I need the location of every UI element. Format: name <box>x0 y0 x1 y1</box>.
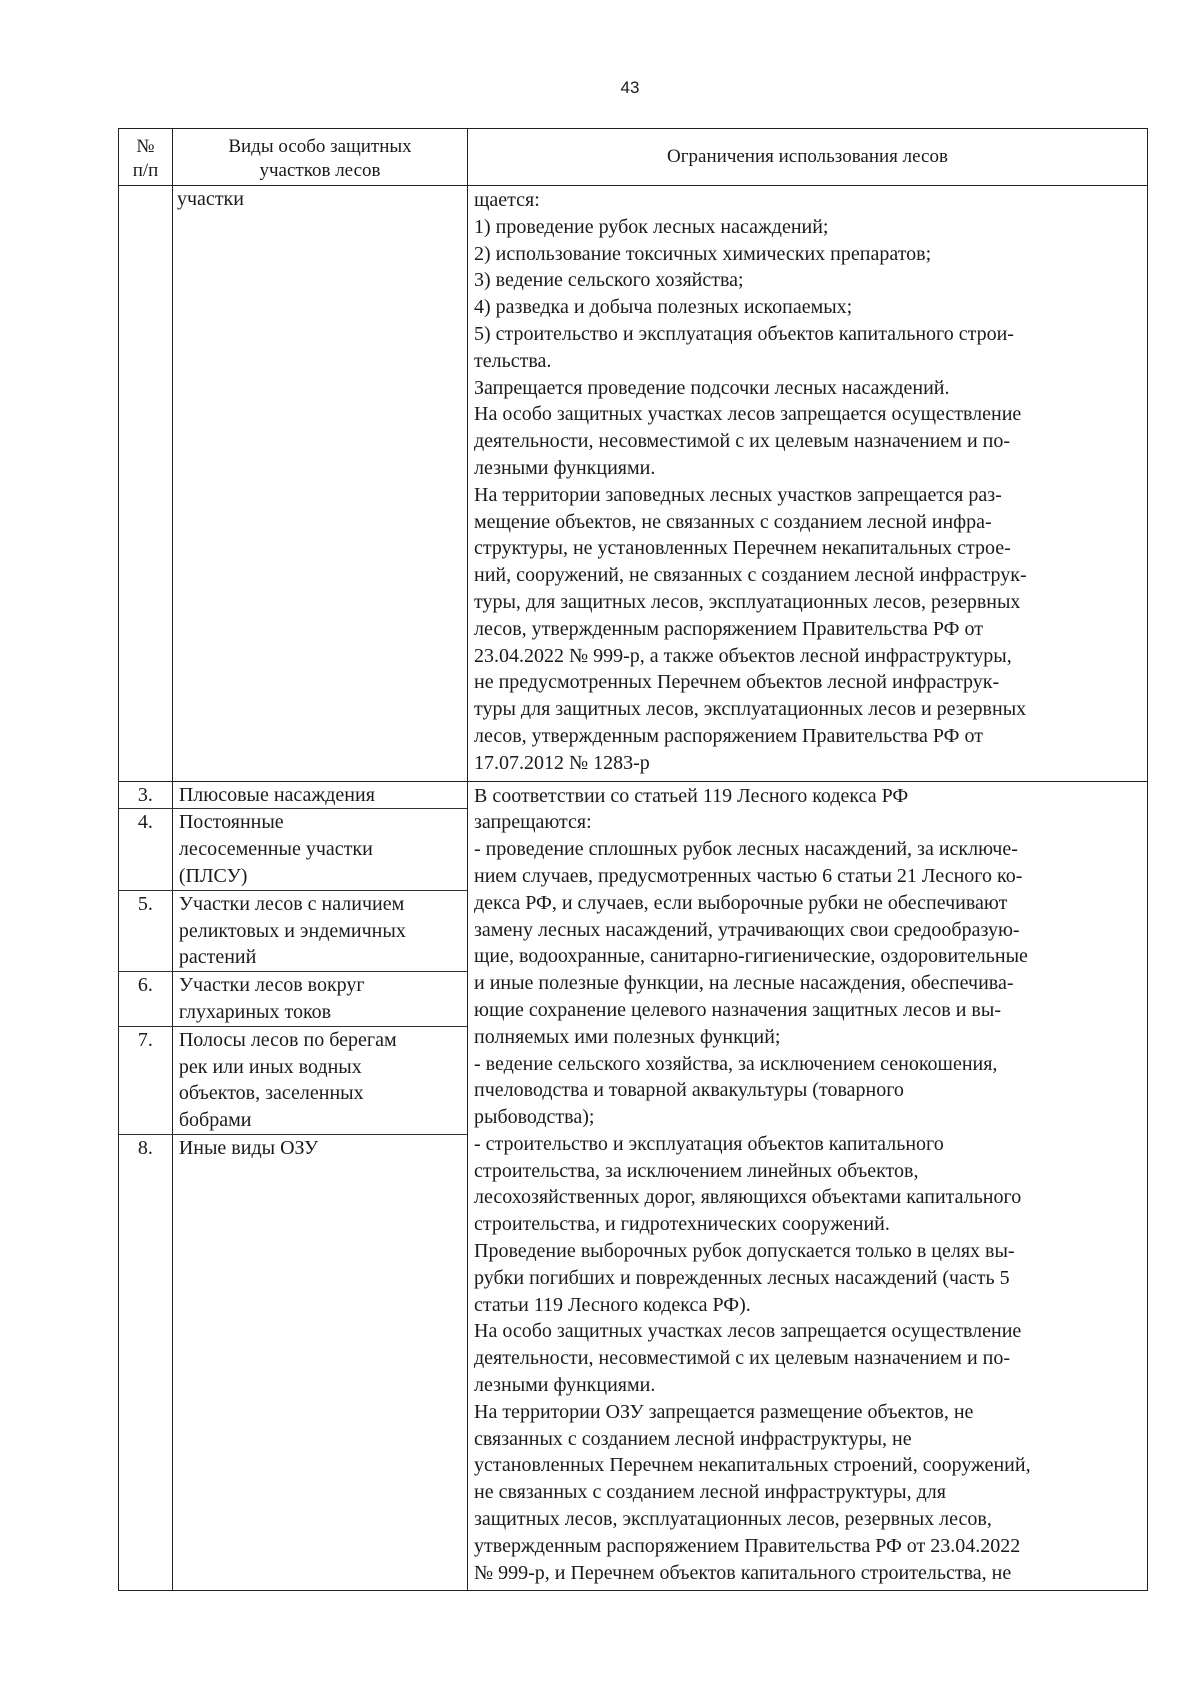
type-name-line: объектов, заселенных <box>178 1082 364 1105</box>
type-row <box>119 809 467 890</box>
restriction-line: нием случаев, предусмотренных частью 6 статьи 21 Лесного ко- <box>474 864 1023 887</box>
restriction-line: лесов, утвержденным распоряжением Правительства РФ от <box>474 724 983 747</box>
restriction-line: статьи 119 Лесного кодекса РФ). <box>474 1293 751 1316</box>
restriction-line: туры для защитных лесов, эксплуатационных лесов и резервных <box>474 698 1027 721</box>
row-number: 3. <box>119 782 173 809</box>
restriction-line: полняемых ими полезных функций; <box>474 1025 781 1048</box>
restriction-line: 23.04.2022 № 999-р, а также объектов лесной инфраструктуры, <box>474 644 1012 667</box>
type-name-line: лесосеменные участки <box>178 838 373 861</box>
restriction-line: ющие сохранение целевого назначения защитных лесов и вы- <box>474 998 1001 1021</box>
restriction-line: строительства, и гидротехнических сооружений. <box>474 1213 890 1236</box>
restriction-line: 4) разведка и добыча полезных ископаемых; <box>474 296 853 319</box>
restriction-line: рыбоводства); <box>474 1106 595 1129</box>
restriction-line: запрещаются: <box>474 811 592 834</box>
page-number: 43 <box>620 78 640 97</box>
type-name-line: Плюсовые насаждения <box>178 783 375 806</box>
type-name-line: Постоянные <box>178 811 284 834</box>
row-number: 5. <box>119 891 173 971</box>
restriction-line: 1) проведение рубок лесных насаждений; <box>474 215 829 238</box>
type-row <box>119 782 467 810</box>
type-row <box>119 972 467 1027</box>
restriction-line: защитных лесов, эксплуатационных лесов, резервных лесов, <box>474 1508 992 1531</box>
restriction-line: замену лесных насаждений, утрачивающих свои средообразую- <box>474 918 1020 941</box>
type-name <box>173 1027 467 1134</box>
group-left-stack <box>119 782 468 1591</box>
continued-type-label: участки <box>177 188 244 210</box>
restriction-line: 3) ведение сельского хозяйства; <box>474 269 744 292</box>
header-number-line: п/п <box>132 160 159 181</box>
table-header <box>118 128 1148 186</box>
restriction-line: № 999-р, и Перечнем объектов капитального строительства, не <box>474 1561 1012 1584</box>
table-row-group <box>118 782 1148 1592</box>
type-row <box>119 891 467 972</box>
continued-restrictions-cell <box>468 186 1147 781</box>
type-name <box>173 1135 467 1591</box>
header-number <box>119 129 173 185</box>
row-number: 6. <box>119 972 173 1026</box>
type-row <box>119 1135 467 1591</box>
header-type-line: Виды особо защитных <box>228 136 412 157</box>
restriction-line: туры, для защитных лесов, эксплуатационных лесов, резервных <box>474 590 1021 613</box>
restriction-line: связанных с созданием лесной инфраструктуры, не <box>474 1427 912 1450</box>
restriction-line: лезными функциями. <box>474 456 656 479</box>
type-name-line: Полосы лесов по берегам <box>178 1028 397 1051</box>
restriction-line: щается: <box>474 189 540 211</box>
restriction-line: мещение объектов, не связанных с созданием лесной инфра- <box>474 510 992 533</box>
restriction-line: - строительство и эксплуатация объектов капитального <box>474 1132 944 1155</box>
header-number-line: № <box>136 136 155 157</box>
restriction-line: декса РФ, и случаев, если выборочные рубки не обеспечивают <box>474 891 1008 914</box>
restriction-line: - проведение сплошных рубок лесных насаждений, за исключе- <box>474 838 1018 861</box>
type-name <box>173 782 467 809</box>
type-name <box>173 972 467 1026</box>
restriction-line: структуры, не установленных Перечнем некапитальных строе- <box>474 537 1011 560</box>
header-type <box>173 129 468 185</box>
type-name-line: Участки лесов с наличием <box>178 892 405 915</box>
restriction-line: утвержденным распоряжением Правительства РФ от 23.04.2022 <box>474 1534 1021 1557</box>
restriction-line: не связанных с созданием лесной инфраструктуры, для <box>474 1481 946 1504</box>
restrictions-table <box>118 128 1148 1591</box>
restriction-line: В соответствии со статьей 119 Лесного кодекса РФ <box>474 784 909 807</box>
type-name-line: глухариных токов <box>178 1000 332 1023</box>
restriction-line: На территории ОЗУ запрещается размещение объектов, не <box>474 1400 974 1423</box>
row-number: 8. <box>119 1135 173 1591</box>
restriction-line: деятельности, несовместимой с их целевым назначением и по- <box>474 1347 1011 1370</box>
type-name <box>173 891 467 971</box>
restriction-line: строительства, за исключением линейных объектов, <box>474 1159 919 1182</box>
restriction-line: 5) строительство и эксплуатация объектов капитального строи- <box>474 322 1014 345</box>
restriction-line: лесохозяйственных дорог, являющихся объектами капитального <box>474 1186 1022 1209</box>
type-row <box>119 1027 467 1135</box>
restriction-line: 17.07.2012 № 1283-р <box>474 751 650 774</box>
restriction-line: ний, сооружений, не связанных с созданием лесной инфраструк- <box>474 564 1027 587</box>
restriction-line: - ведение сельского хозяйства, за исключением сенокошения, <box>474 1052 998 1075</box>
restriction-line: На особо защитных участках лесов запрещается осуществление <box>474 1320 1022 1343</box>
row-number: 7. <box>119 1027 173 1134</box>
type-name-line: бобрами <box>178 1109 252 1132</box>
type-name-line: рек или иных водных <box>178 1055 362 1078</box>
restriction-line: На особо защитных участках лесов запрещается осуществление <box>474 403 1022 426</box>
restriction-line: пчеловодства и товарной аквакультуры (товарного <box>474 1079 904 1102</box>
type-name-line: (ПЛСУ) <box>178 864 248 887</box>
restriction-line: лезными функциями. <box>474 1374 656 1397</box>
restriction-line: Проведение выборочных рубок допускается только в целях вы- <box>474 1240 1015 1263</box>
restriction-line: На территории заповедных лесных участков запрещается раз- <box>474 483 1002 506</box>
row-number: 4. <box>119 809 173 889</box>
restriction-line: 2) использование токсичных химических препаратов; <box>474 242 932 265</box>
restriction-line: деятельности, несовместимой с их целевым назначением и по- <box>474 430 1011 453</box>
restriction-line: и иные полезные функции, на лесные насаждения, обеспечива- <box>474 972 1014 995</box>
type-name-line: Участки лесов вокруг <box>178 974 365 997</box>
type-name-line: растений <box>178 946 257 969</box>
type-name-line: реликтовых и эндемичных <box>178 919 406 942</box>
restriction-line: установленных Перечнем некапитальных строений, сооружений, <box>474 1454 1031 1477</box>
type-name-line: Иные виды ОЗУ <box>178 1136 319 1159</box>
table-row-continued <box>118 186 1148 782</box>
restriction-line: не предусмотренных Перечнем объектов лесной инфраструк- <box>474 671 1000 694</box>
type-name <box>173 809 467 889</box>
restriction-line: лесов, утвержденным распоряжением Правительства РФ от <box>474 617 983 640</box>
header-type-line: участков лесов <box>259 160 381 181</box>
restriction-line: щие, водоохранные, санитарно-гигиенические, оздоровительные <box>474 945 1028 968</box>
continued-type-cell <box>173 186 468 781</box>
group-restrictions-cell <box>468 782 1147 1591</box>
restriction-line: тельства. <box>474 349 552 372</box>
restriction-line: Запрещается проведение подсочки лесных насаждений. <box>474 376 950 399</box>
continued-number-cell <box>119 186 173 781</box>
restriction-line: рубки погибших и поврежденных лесных насаждений (часть 5 <box>474 1266 1010 1289</box>
header-restrictions: Ограничения использования лесов <box>667 146 948 167</box>
